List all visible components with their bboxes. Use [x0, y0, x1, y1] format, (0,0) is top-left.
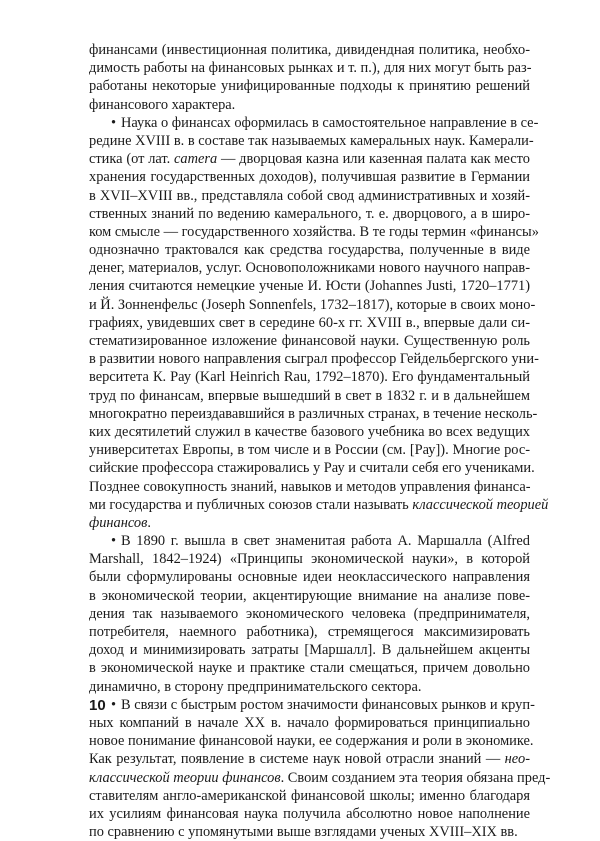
text-line: классической теории финансов. Своим созданием эта теория обязана пред- [89, 769, 551, 786]
paragraph [89, 532, 530, 696]
text-line: ственных знаний по ведению камерального, т. е. дворцового, а в широ- [89, 205, 530, 222]
text-line: редине XVIII в. в составе так называемых камеральных наук. Камерали- [89, 132, 534, 149]
text-line: работаны некоторые унифицированные подходы к принятию решений [89, 78, 530, 95]
text-line: их усилиям финансовая наука получила абсолютно новое наполнение [89, 805, 530, 822]
text-line: ставителям англо-американской финансовой школы; именно благодаря [89, 787, 530, 804]
text-line: новое понимание финансовой науки, ее содержания и роли в экономике. [89, 733, 534, 750]
text-line: в развитии нового направления сыграл профессор Гейдельбергского уни- [89, 351, 539, 368]
text-line: финансов. [89, 514, 151, 531]
text-line: многократно переиздававшийся в различных странах, в течение несколь- [89, 405, 538, 422]
text-line: однозначно трактовался как средства государства, полученные в виде [89, 242, 530, 259]
paragraph [89, 41, 530, 114]
text-line: и Й. Зонненфельс (Joseph Sonnenfels, 1732–1817), которые в своих моно- [89, 296, 536, 313]
text-line: димость работы на финансовых рынках и т. п.), для них могут быть раз- [89, 60, 532, 77]
text-line: Как результат, появление в системе наук новой отрасли знаний — нео- [89, 751, 530, 768]
text-line: сийские профессора стажировались у Рау и считали себя его учениками. [89, 460, 535, 477]
bullet-icon: • [111, 696, 117, 713]
text-line: ми государства и публичных союзов стали называть классической теорией [89, 496, 549, 513]
text-line: верситета К. Рау (Karl Heinrich Rau, 1792–1870). Его фундаментальный [89, 369, 530, 386]
text-line: • Наука о финансах оформилась в самостоятельное направление в се- [111, 114, 539, 131]
text-line: в экономической науке и практике стали смещаться, причем довольно [89, 660, 530, 677]
text-line: в XVII–XVIII вв., представляла собой свод административных и хозяй- [89, 187, 530, 204]
text-line: доход и минимизировать затраты [Маршалл]. В дальнейшем акценты [89, 642, 530, 659]
text-line: стика (от лат. camera — дворцовая казна или казенная палата как место [89, 151, 530, 168]
text-line: потребителя, наемного работника), стремящегося максимизировать [89, 624, 530, 640]
text-line: по сравнению с упомянутыми выше взглядами ученых XVIII–XIX вв. [89, 824, 518, 841]
text-line: ких десятилетий служил в качестве базового учебника во всех ведущих [89, 423, 530, 440]
text-line: ных компаний в начале XX в. начало формироваться принципиально [89, 714, 530, 731]
text-line: были сформулированы основные идеи неоклассического направления [89, 569, 530, 586]
text-line: дения так называемого экономического человека (предпринимателя, [89, 605, 530, 622]
bullet-icon: • [111, 533, 117, 550]
text-line: денег, материалов, услуг. Основоположниками нового научного направ- [89, 260, 530, 277]
text-line: Marshall, 1842–1924) «Принципы экономической науки», в которой [89, 551, 530, 568]
text-line: финансами (инвестиционная политика, дивидендная политика, необхо- [89, 42, 530, 58]
text-line: хранения государственных доходов), получившая развитие в Германии [89, 169, 530, 186]
text-line: стематизированное изложение финансовой науки. Существенную роль [89, 333, 530, 349]
text-line: графиях, увидевших свет в середине 60-х гг. XVIII в., впервые дали си- [89, 314, 530, 331]
text-line: ления считаются немецкие ученые И. Юсти (Johannes Justi, 1720–1771) [89, 278, 530, 295]
text-line: динамично, в сторону предпринимательского сектора. [89, 678, 422, 695]
paragraph [89, 696, 551, 841]
text-line: финансового характера. [89, 96, 236, 113]
page-number: 10 [89, 697, 106, 714]
text-line: Позднее совокупность знаний, навыков и методов управления финанса- [89, 478, 531, 495]
bullet-icon: • [111, 114, 117, 131]
text-line: университетах Европы, в том числе и в России (см. [Рау]). Многие рос- [89, 442, 530, 459]
paragraph [89, 114, 549, 532]
text-line: в экономической теории, акцентирующие внимание на анализе пове- [89, 587, 530, 604]
text-line: труд по финансам, впервые вышедший в свет в 1832 г. и в дальнейшем [89, 387, 530, 404]
text-line: ком смысле — государственного хозяйства. В те годы термин «финансы» [89, 223, 539, 240]
text-line: • В связи с быстрым ростом значимости финансовых рынков и круп- [111, 696, 535, 713]
text-line: • В 1890 г. вышла в свет знаменитая работа А. Маршалла (Alfred [111, 533, 530, 550]
body-text [89, 41, 551, 841]
